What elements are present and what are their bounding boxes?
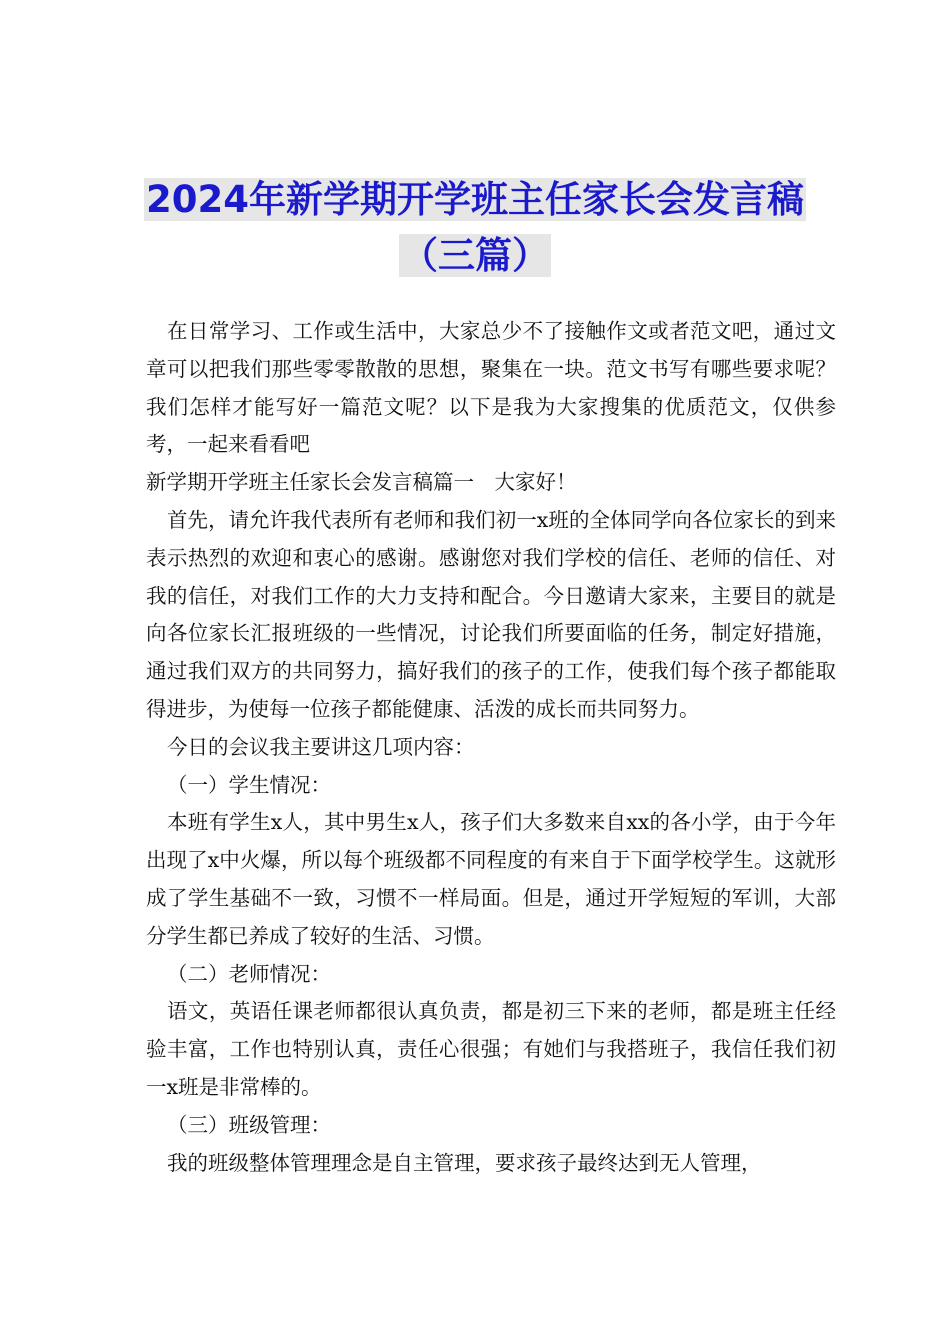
title-line-1: 2024年新学期开学班主任家长会发言稿 <box>146 178 804 221</box>
body-paragraph: 首先，请允许我代表所有老师和我们初一x班的全体同学向各位家长的到来表示热烈的欢迎和衷心的感谢。感谢您对我们学校的信任、老师的信任、对我的信任，对我们工作的大力支持和配合。今日邀请大家来，主要目的就是向各位家长汇报班级的一些情况，讨论我们所要面临的任务，制定好措施，通过我们双方的共同努力，搞好我们的孩子的工作，使我们每个孩子都能取得进步，为使每一位孩子都能健康、活泼的成长而共同努力。 <box>146 507 836 721</box>
body-paragraph: 我的班级整体管理理念是自主管理，要求孩子最终达到无人管理， <box>167 1150 762 1175</box>
document-title <box>100 172 850 284</box>
subheading-teachers: （二）老师情况： <box>167 961 331 986</box>
title-line-2: （三篇） <box>401 234 549 277</box>
intro-paragraph: 在日常学习、工作或生活中，大家总少不了接触作文或者范文吧，通过文章可以把我们那些零零散散的思想，聚集在一块。范文书写有哪些要求呢？我们怎样才能写好一篇范文呢？以下是我为大家搜集的优质范文，仅供参考，一起来看看吧 <box>146 319 836 457</box>
subheading-students: （一）学生情况： <box>167 772 331 797</box>
body-paragraph: 今日的会议我主要讲这几项内容： <box>167 734 475 759</box>
section-heading-part-one: 新学期开学班主任家长会发言稿篇一 大家好！ <box>146 470 577 495</box>
body-paragraph: 语文，英语任课老师都很认真负责，都是初三下来的老师，都是班主任经验丰富，工作也特别认真，责任心很强；有她们与我搭班子，我信任我们初一x班是非常棒的。 <box>146 999 836 1099</box>
subheading-class-management: （三）班级管理： <box>167 1112 331 1137</box>
document-body <box>146 313 836 1182</box>
body-paragraph: 本班有学生x人，其中男生x人，孩子们大多数来自xx的各小学，由于今年出现了x中火爆，所以每个班级都不同程度的有来自于下面学校学生。这就形成了学生基础不一致，习惯不一样局面。但是，通过开学短短的军训，大部分学生都已养成了较好的生活、习惯。 <box>146 810 836 948</box>
